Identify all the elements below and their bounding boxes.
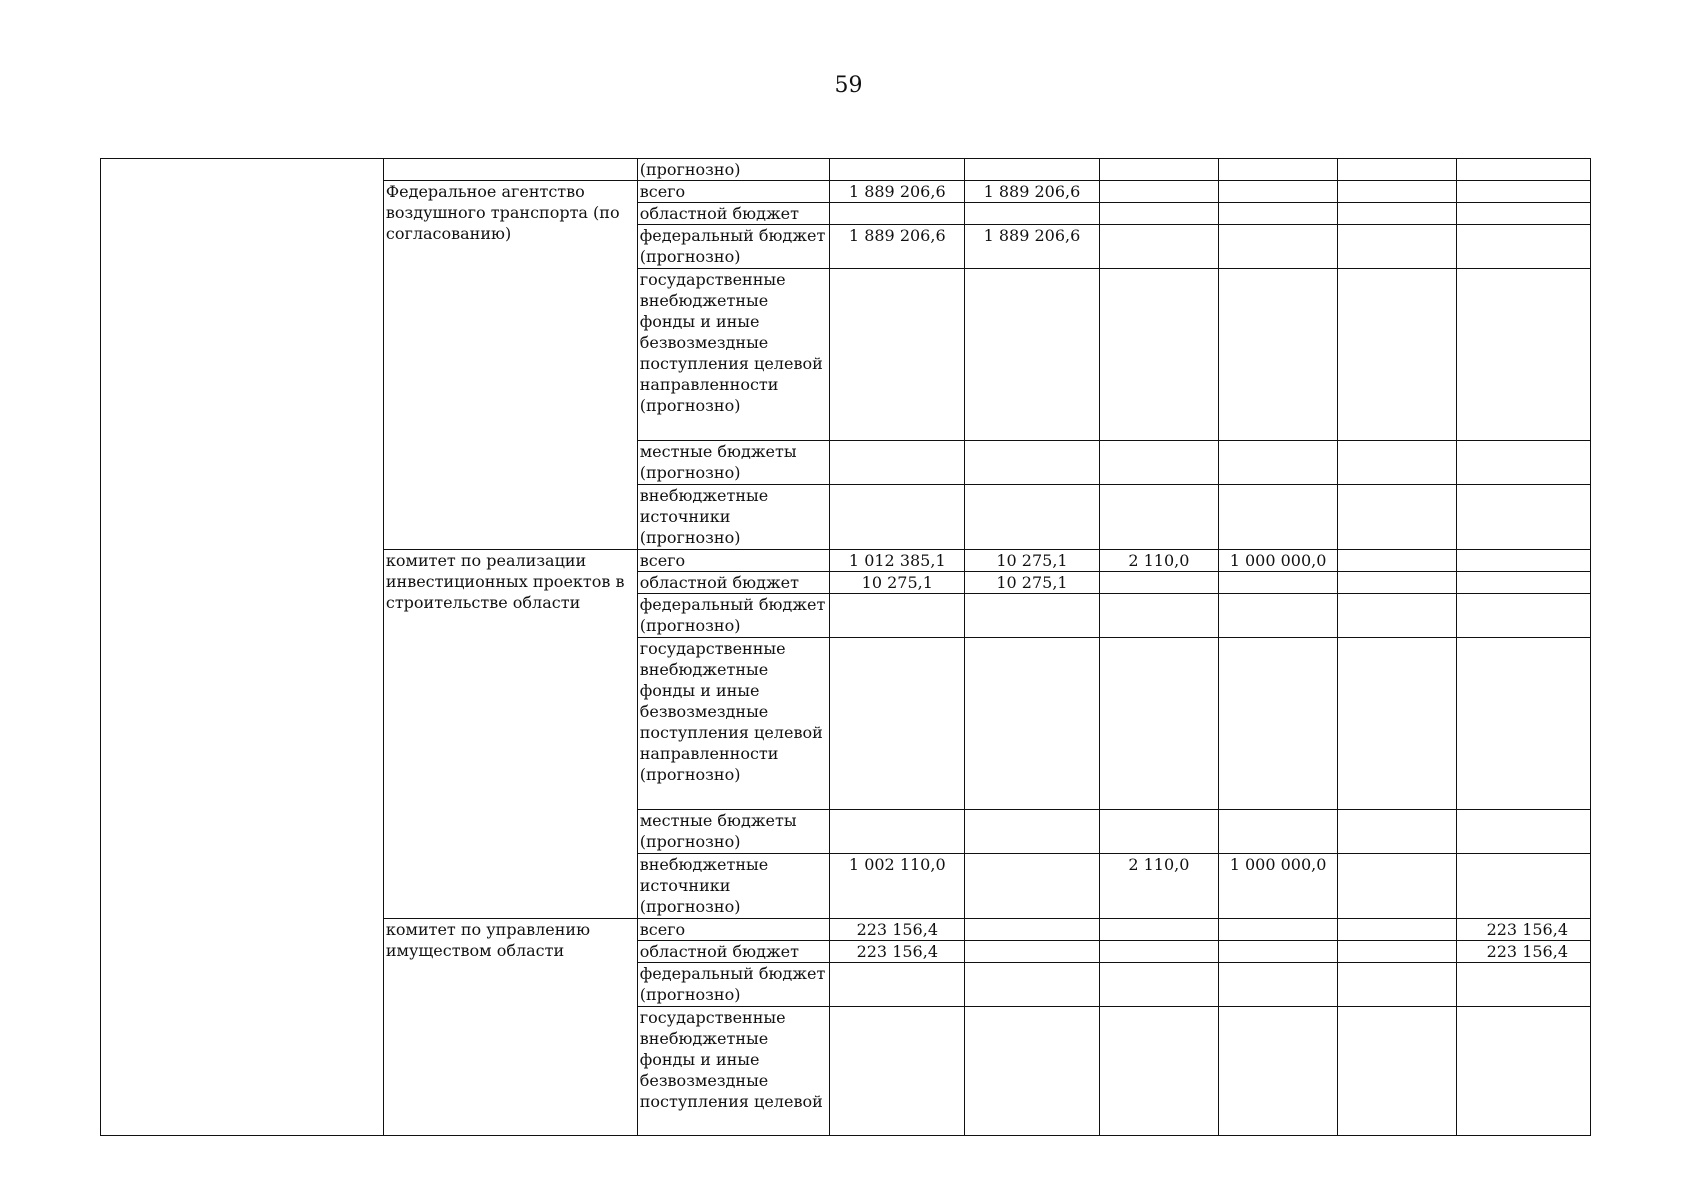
value-cell [1218,941,1337,963]
source-cell: государственные внебюджетные фонды и иные безвозмездные поступления целевой [637,1007,830,1136]
value-cell [965,1007,1100,1136]
value-cell [1099,1007,1218,1136]
value-cell: 1 889 206,6 [965,181,1100,203]
value-cell [1099,203,1218,225]
value-cell [1338,441,1457,485]
value-cell [1099,225,1218,269]
value-cell [830,485,965,550]
value-cell [1218,159,1337,181]
value-cell [830,203,965,225]
source-cell: внебюджетные источники (прогнозно) [637,854,830,919]
value-cell [1099,269,1218,441]
value-cell [1457,485,1591,550]
value-cell: 10 275,1 [965,572,1100,594]
value-cell [1338,269,1457,441]
source-cell: (прогнозно) [637,159,830,181]
value-cell [965,441,1100,485]
program-name-cell [101,159,384,1136]
value-cell [830,269,965,441]
value-cell [830,1007,965,1136]
value-cell [1218,594,1337,638]
value-cell [830,159,965,181]
table-row [101,159,1591,181]
value-cell [965,159,1100,181]
source-cell: государственные внебюджетные фонды и иные безвозмездные поступления целевой направленности (прогнозно) [637,269,830,441]
owner-cell [383,159,637,181]
value-cell [1218,919,1337,941]
value-cell: 2 110,0 [1099,854,1218,919]
value-cell [965,269,1100,441]
value-cell: 1 889 206,6 [830,225,965,269]
value-cell [1218,963,1337,1007]
value-cell [1457,854,1591,919]
value-cell: 1 000 000,0 [1218,550,1337,572]
value-cell: 10 275,1 [965,550,1100,572]
value-cell [830,594,965,638]
source-cell: федеральный бюджет (прогнозно) [637,594,830,638]
value-cell [830,441,965,485]
source-cell: местные бюджеты (прогнозно) [637,810,830,854]
value-cell [1218,269,1337,441]
source-cell: федеральный бюджет (прогнозно) [637,225,830,269]
value-cell: 1 889 206,6 [830,181,965,203]
value-cell [1099,159,1218,181]
value-cell [1338,594,1457,638]
value-cell [1218,225,1337,269]
source-cell: областной бюджет [637,941,830,963]
value-cell [965,594,1100,638]
value-cell [830,810,965,854]
value-cell [1218,572,1337,594]
value-cell [1338,181,1457,203]
value-cell: 1 002 110,0 [830,854,965,919]
value-cell [1457,572,1591,594]
value-cell [1338,963,1457,1007]
value-cell: 223 156,4 [1457,941,1591,963]
value-cell: 223 156,4 [830,919,965,941]
value-cell [1338,638,1457,810]
value-cell [1457,1007,1591,1136]
value-cell [1457,159,1591,181]
value-cell [1457,203,1591,225]
value-cell [1338,225,1457,269]
budget-table [100,158,1591,1136]
value-cell: 223 156,4 [830,941,965,963]
value-cell [1457,441,1591,485]
value-cell [1338,159,1457,181]
value-cell [1457,181,1591,203]
value-cell [965,203,1100,225]
value-cell: 1 889 206,6 [965,225,1100,269]
page-number: 59 [834,73,863,98]
value-cell [1218,181,1337,203]
value-cell [965,485,1100,550]
owner-cell: комитет по управлению имуществом области [383,919,637,1136]
value-cell [965,854,1100,919]
source-cell: внебюджетные источники (прогнозно) [637,485,830,550]
source-cell: местные бюджеты (прогнозно) [637,441,830,485]
value-cell [1338,485,1457,550]
value-cell [1457,550,1591,572]
source-cell: федеральный бюджет (прогнозно) [637,963,830,1007]
value-cell [1457,810,1591,854]
value-cell [1099,941,1218,963]
source-cell: всего [637,550,830,572]
table-body [101,159,1591,1136]
value-cell [1338,1007,1457,1136]
value-cell [1338,203,1457,225]
value-cell [1218,441,1337,485]
value-cell [1218,485,1337,550]
value-cell [1099,594,1218,638]
owner-cell: Федеральное агентство воздушного транспорта (по согласованию) [383,181,637,550]
value-cell [1457,638,1591,810]
value-cell: 10 275,1 [830,572,965,594]
source-cell: всего [637,919,830,941]
value-cell [1099,485,1218,550]
value-cell [1457,963,1591,1007]
value-cell [1338,810,1457,854]
value-cell [1218,1007,1337,1136]
value-cell [1099,919,1218,941]
value-cell [1338,854,1457,919]
value-cell [1457,594,1591,638]
value-cell [1457,225,1591,269]
value-cell [1099,638,1218,810]
value-cell [1099,181,1218,203]
value-cell [1218,203,1337,225]
value-cell [965,941,1100,963]
value-cell [965,810,1100,854]
value-cell [1218,638,1337,810]
value-cell [1338,919,1457,941]
value-cell [1218,810,1337,854]
value-cell [965,919,1100,941]
source-cell: областной бюджет [637,572,830,594]
value-cell [1099,963,1218,1007]
value-cell [1338,550,1457,572]
value-cell [1099,572,1218,594]
source-cell: всего [637,181,830,203]
value-cell: 1 012 385,1 [830,550,965,572]
source-cell: областной бюджет [637,203,830,225]
owner-cell: комитет по реализации инвестиционных проектов в строительстве области [383,550,637,919]
value-cell [1099,441,1218,485]
value-cell [1338,572,1457,594]
value-cell [965,638,1100,810]
source-cell: государственные внебюджетные фонды и иные безвозмездные поступления целевой направленности (прогнозно) [637,638,830,810]
value-cell [1338,941,1457,963]
value-cell: 1 000 000,0 [1218,854,1337,919]
value-cell [1457,269,1591,441]
value-cell: 2 110,0 [1099,550,1218,572]
value-cell [965,963,1100,1007]
value-cell: 223 156,4 [1457,919,1591,941]
value-cell [1099,810,1218,854]
value-cell [830,963,965,1007]
value-cell [830,638,965,810]
